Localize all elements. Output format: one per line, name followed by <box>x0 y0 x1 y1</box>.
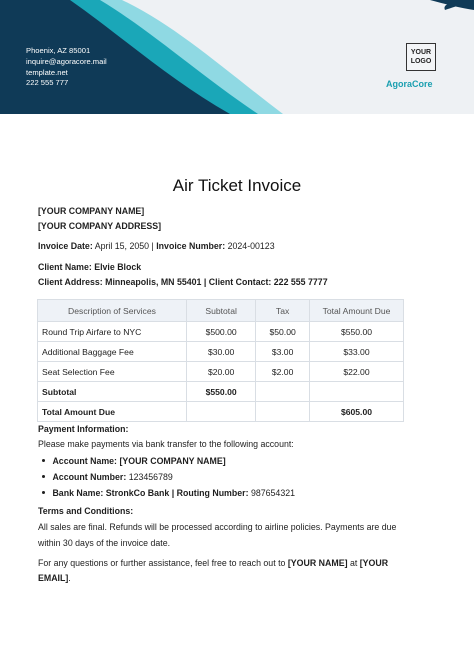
client-name: Client Name: Elvie Block <box>38 262 142 272</box>
empty-cell <box>256 382 310 402</box>
table-cell: $22.00 <box>309 362 403 382</box>
account-name: [YOUR COMPANY NAME] <box>119 456 226 466</box>
table-header-row <box>38 300 404 322</box>
table-row <box>38 322 404 342</box>
total-row <box>38 402 404 422</box>
table-cell: $2.00 <box>256 362 310 382</box>
column-header: Total Amount Due <box>309 300 403 322</box>
payment-details-list <box>38 453 295 501</box>
logo-text-line1: YOUR <box>410 49 432 56</box>
table-row <box>38 342 404 362</box>
services-table <box>37 299 404 422</box>
bullet-icon <box>42 459 45 462</box>
column-header: Subtotal <box>186 300 255 322</box>
invoice-number: 2024-00123 <box>227 241 275 251</box>
empty-cell <box>186 402 255 422</box>
routing-number-label: | Routing Number: <box>171 488 249 498</box>
table-row <box>38 362 404 382</box>
terms-heading: Terms and Conditions: <box>38 506 134 516</box>
invoice-date: April 15, 2050 <box>94 241 150 251</box>
bank-name-label: Bank Name: <box>52 488 104 498</box>
contact-line <box>38 558 388 568</box>
company-phone: 222 555 777 <box>26 78 69 88</box>
company-email[interactable]: inquire@agoracore.mail <box>26 56 107 66</box>
subtotal-value: $550.00 <box>186 382 255 402</box>
bank-name: StronkCo Bank <box>105 488 170 498</box>
table-cell: $30.00 <box>186 342 255 362</box>
company-address-placeholder: [YOUR COMPANY ADDRESS] <box>38 221 162 231</box>
table-cell: Additional Baggage Fee <box>38 342 187 362</box>
table-cell: Seat Selection Fee <box>38 362 187 382</box>
company-contact <box>26 46 107 89</box>
contact-line-2 <box>38 573 71 583</box>
column-header: Tax <box>256 300 310 322</box>
table-cell: $50.00 <box>256 322 310 342</box>
contact-text: For any questions or further assistance, feel free to reach out to <box>38 558 286 568</box>
terms-line-2: within 30 days of the invoice date. <box>38 538 171 548</box>
list-item <box>38 485 295 501</box>
terms-line-1: All sales are final. Refunds will be processed according to airline policies. Payments are due <box>38 522 397 532</box>
list-item <box>38 453 295 469</box>
contact-end: . <box>68 573 71 583</box>
column-header: Description of Services <box>38 300 187 322</box>
company-address: Phoenix, AZ 85001 <box>26 46 91 55</box>
client-address-contact: Client Address: Minneapolis, MN 55401 | Client Contact: 222 555 7777 <box>38 277 328 287</box>
empty-cell <box>309 382 403 402</box>
contact-email-part1: [YOUR <box>359 558 389 568</box>
subtotal-row <box>38 382 404 402</box>
empty-cell <box>256 402 310 422</box>
account-name-label: Account Name: <box>52 456 117 466</box>
brand-name: AgoraCore <box>386 79 433 89</box>
account-number-label: Account Number: <box>52 472 127 482</box>
page-title: Air Ticket Invoice <box>172 176 302 195</box>
table-cell: $550.00 <box>309 322 403 342</box>
company-website[interactable]: template.net <box>26 67 68 77</box>
table-cell: $20.00 <box>186 362 255 382</box>
table-cell: $33.00 <box>309 342 403 362</box>
table-cell: $3.00 <box>256 342 310 362</box>
contact-name: [YOUR NAME] <box>287 558 348 568</box>
company-name: [YOUR COMPANY NAME] <box>38 206 145 216</box>
contact-email-part2: EMAIL] <box>38 573 69 583</box>
total-label: Total Amount Due <box>38 402 187 422</box>
table-cell: Round Trip Airfare to NYC <box>38 322 187 342</box>
invoice-number-label: Invoice Number: <box>156 241 226 251</box>
list-item <box>38 469 295 485</box>
contact-mid: at <box>349 558 358 568</box>
logo-placeholder <box>406 43 436 71</box>
table-cell: $500.00 <box>186 322 255 342</box>
payment-intro: Please make payments via bank transfer to the following account: <box>38 439 294 449</box>
invoice-meta <box>38 241 275 251</box>
payment-heading: Payment Information: <box>38 424 129 434</box>
total-value: $605.00 <box>309 402 403 422</box>
routing-number: 987654321 <box>250 488 296 498</box>
bullet-icon <box>42 475 45 478</box>
meta-separator: | <box>151 241 154 251</box>
logo-text-line2: LOGO <box>410 58 432 65</box>
header-banner <box>0 0 474 114</box>
subtotal-label: Subtotal <box>38 382 187 402</box>
account-number: 123456789 <box>128 472 173 482</box>
bullet-icon <box>42 491 45 494</box>
invoice-date-label: Invoice Date: <box>38 241 93 251</box>
